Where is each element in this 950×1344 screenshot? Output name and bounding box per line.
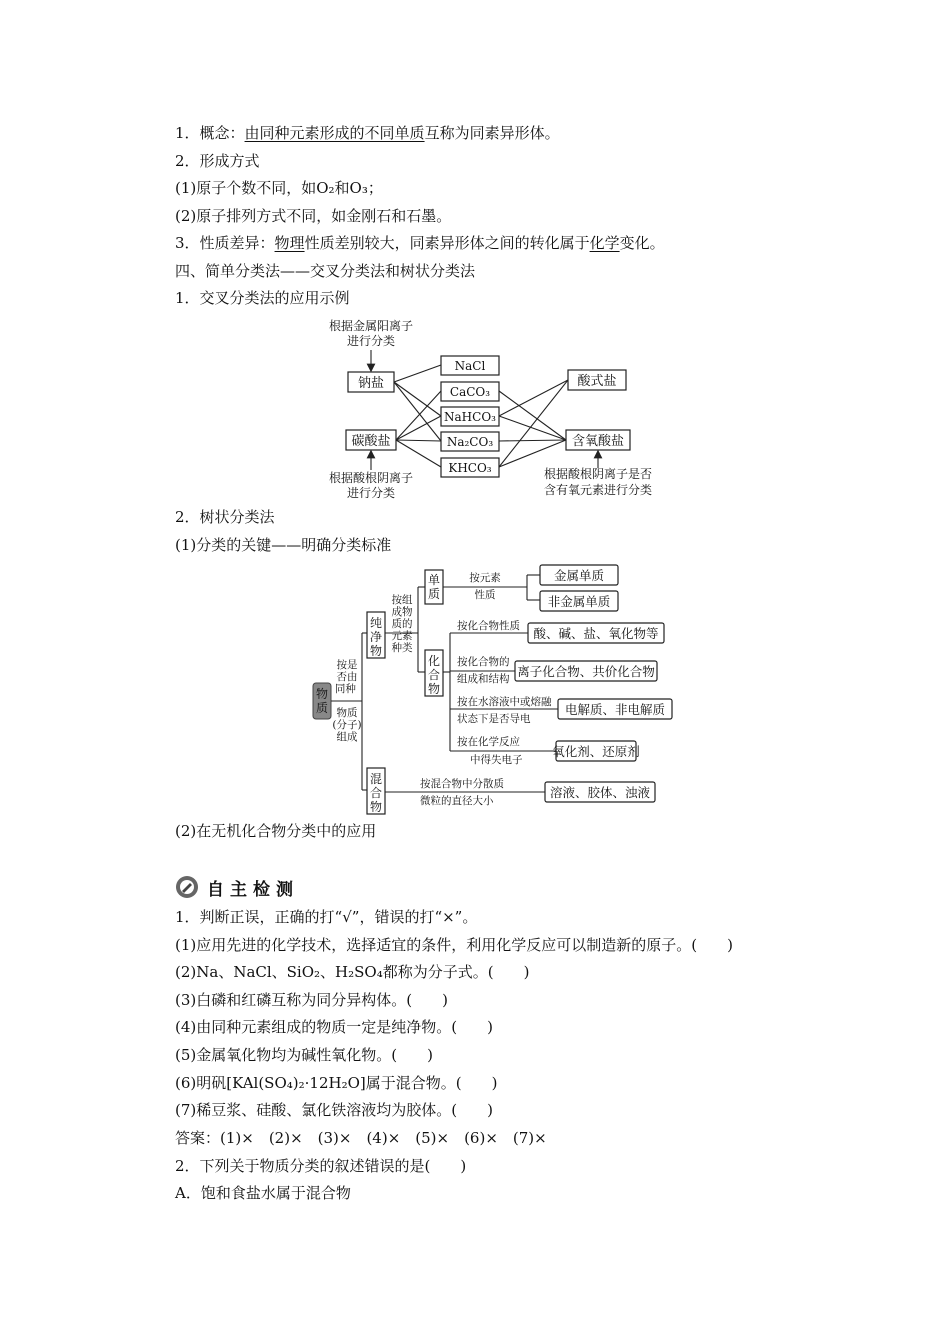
judge-item-5: (5)金属氧化物均为碱性氧化物。( ) <box>175 1046 433 1064</box>
underlined-answer: 化学 <box>589 234 620 252</box>
carbonate-label: 碳酸盐 <box>351 434 391 449</box>
mixture-crit-a: 按混合物中分散质 <box>420 778 504 790</box>
compound-item-4: 氧化剂、还原剂 <box>552 744 640 759</box>
simple-label: 单质 <box>427 573 441 601</box>
formation-heading: 2．形成方式 <box>175 152 260 170</box>
judge-item-6: (6)明矾[KAl(SO₄)₂·12H₂O]属于混合物。( ) <box>175 1074 498 1092</box>
top-note-1: 根据金属阳离子 <box>328 319 414 333</box>
salt-nacl: NaCl <box>454 359 486 373</box>
bottom-right-note-1: 根据酸根阴离子是否 <box>543 467 653 481</box>
judge-item-3: (3)白磷和红磷互称为同分异构体。( ) <box>175 991 448 1009</box>
compound-item-2: 离子化合物、共价化合物 <box>517 664 655 679</box>
text: 1．概念： <box>175 124 245 142</box>
salt-khco3: KHCO₃ <box>448 461 492 475</box>
nonmetal-element: 非金属单质 <box>547 594 611 609</box>
underlined-answer: 由同种元素形成的不同单质 <box>244 124 425 142</box>
pure-label: 纯净物 <box>369 616 383 658</box>
compound-item-1: 酸、碱、盐、氧化物等 <box>533 626 659 641</box>
compound-crit-3b: 状态下是否导电 <box>457 713 531 725</box>
salt-caco3: CaCO₃ <box>449 385 491 399</box>
text: 互称为同素异形体。 <box>424 124 560 142</box>
compound-item-3: 电解质、非电解质 <box>564 702 666 717</box>
root-label: 物质 <box>315 687 329 715</box>
bottom-right-note-2: 含有氧元素进行分类 <box>543 483 653 497</box>
section-four-heading: 四、简单分类法——交叉分类法和树状分类法 <box>175 262 476 280</box>
mixture-item: 溶液、胶体、浊液 <box>549 785 651 800</box>
question-1: 1．判断正误，正确的打“√”，错误的打“×”。 <box>175 908 478 926</box>
top-note-2: 进行分类 <box>346 334 396 348</box>
compound-crit-1: 按化合物性质 <box>457 620 520 632</box>
judge-item-2: (2)Na、NaCl、SiO₂、H₂SO₄都称为分子式。( ) <box>175 963 530 981</box>
text: 性质差别较大，同素异形体之间的转化属于 <box>304 234 590 252</box>
acid-salt-label: 酸式盐 <box>577 374 617 389</box>
question-2: 2．下列关于物质分类的叙述错误的是( ) <box>175 1157 467 1175</box>
compound-crit-4a: 按在化学反应 <box>457 736 520 748</box>
oxyacid-salt-label: 含氧酸盐 <box>571 434 625 449</box>
judge-item-7: (7)稀豆浆、硅酸、氯化铁溶液均为胶体。( ) <box>175 1101 493 1119</box>
text: 变化。 <box>619 234 665 252</box>
pencil-badge-icon <box>175 875 201 899</box>
compound-crit-3a: 按在水溶液中或熔融 <box>457 696 552 708</box>
pure-criterion: 按组成物质的元素种类 <box>391 594 413 654</box>
compound-crit-4b: 中得失电子 <box>470 754 523 766</box>
tree-subheading: (1)分类的关键——明确分类标准 <box>175 536 392 554</box>
salt-na2co3: Na₂CO₃ <box>446 435 494 449</box>
question-2-option-a: A．饱和食盐水属于混合物 <box>175 1184 351 1202</box>
salt-nahco3: NaHCO₃ <box>444 410 496 424</box>
self-check-header <box>175 875 299 899</box>
section-title: 自主检测 <box>207 879 299 900</box>
mixture-crit-b: 微粒的直径大小 <box>420 795 494 807</box>
judge-item-4: (4)由同种元素组成的物质一定是纯净物。( ) <box>175 1018 493 1036</box>
compound-label: 化合物 <box>427 654 441 696</box>
judge-item-1: (1)应用先进的化学技术，选择适宜的条件，利用化学反应可以制造新的原子。( ) <box>175 936 733 954</box>
simple-criterion: 按元素性质 <box>469 572 501 601</box>
bottom-left-note-1: 根据酸根阴离子 <box>328 471 414 485</box>
tree-heading: 2．树状分类法 <box>175 508 275 526</box>
cross-classification-heading: 1．交叉分类法的应用示例 <box>175 289 350 307</box>
tree-subheading-2: (2)在无机化合物分类中的应用 <box>175 822 377 840</box>
underlined-answer: 物理 <box>274 234 305 252</box>
answer-line: 答案：(1)× (2)× (3)× (4)× (5)× (6)× (7)× <box>175 1129 547 1147</box>
metal-element: 金属单质 <box>553 568 605 583</box>
formation-item-1: (1)原子个数不同，如O₂和O₃； <box>175 179 383 197</box>
sodium-salt-label: 钠盐 <box>357 376 385 391</box>
compound-crit-2a: 按化合物的 <box>457 656 510 668</box>
root-criterion: 按是否由同种 物质(分子)组成 <box>332 659 362 743</box>
mixture-label: 混合物 <box>369 772 383 814</box>
formation-item-2: (2)原子排列方式不同，如金刚石和石墨。 <box>175 207 452 225</box>
bottom-left-note-2: 进行分类 <box>346 486 396 500</box>
compound-crit-2b: 组成和结构 <box>457 673 510 685</box>
text: 3．性质差异： <box>175 234 275 252</box>
